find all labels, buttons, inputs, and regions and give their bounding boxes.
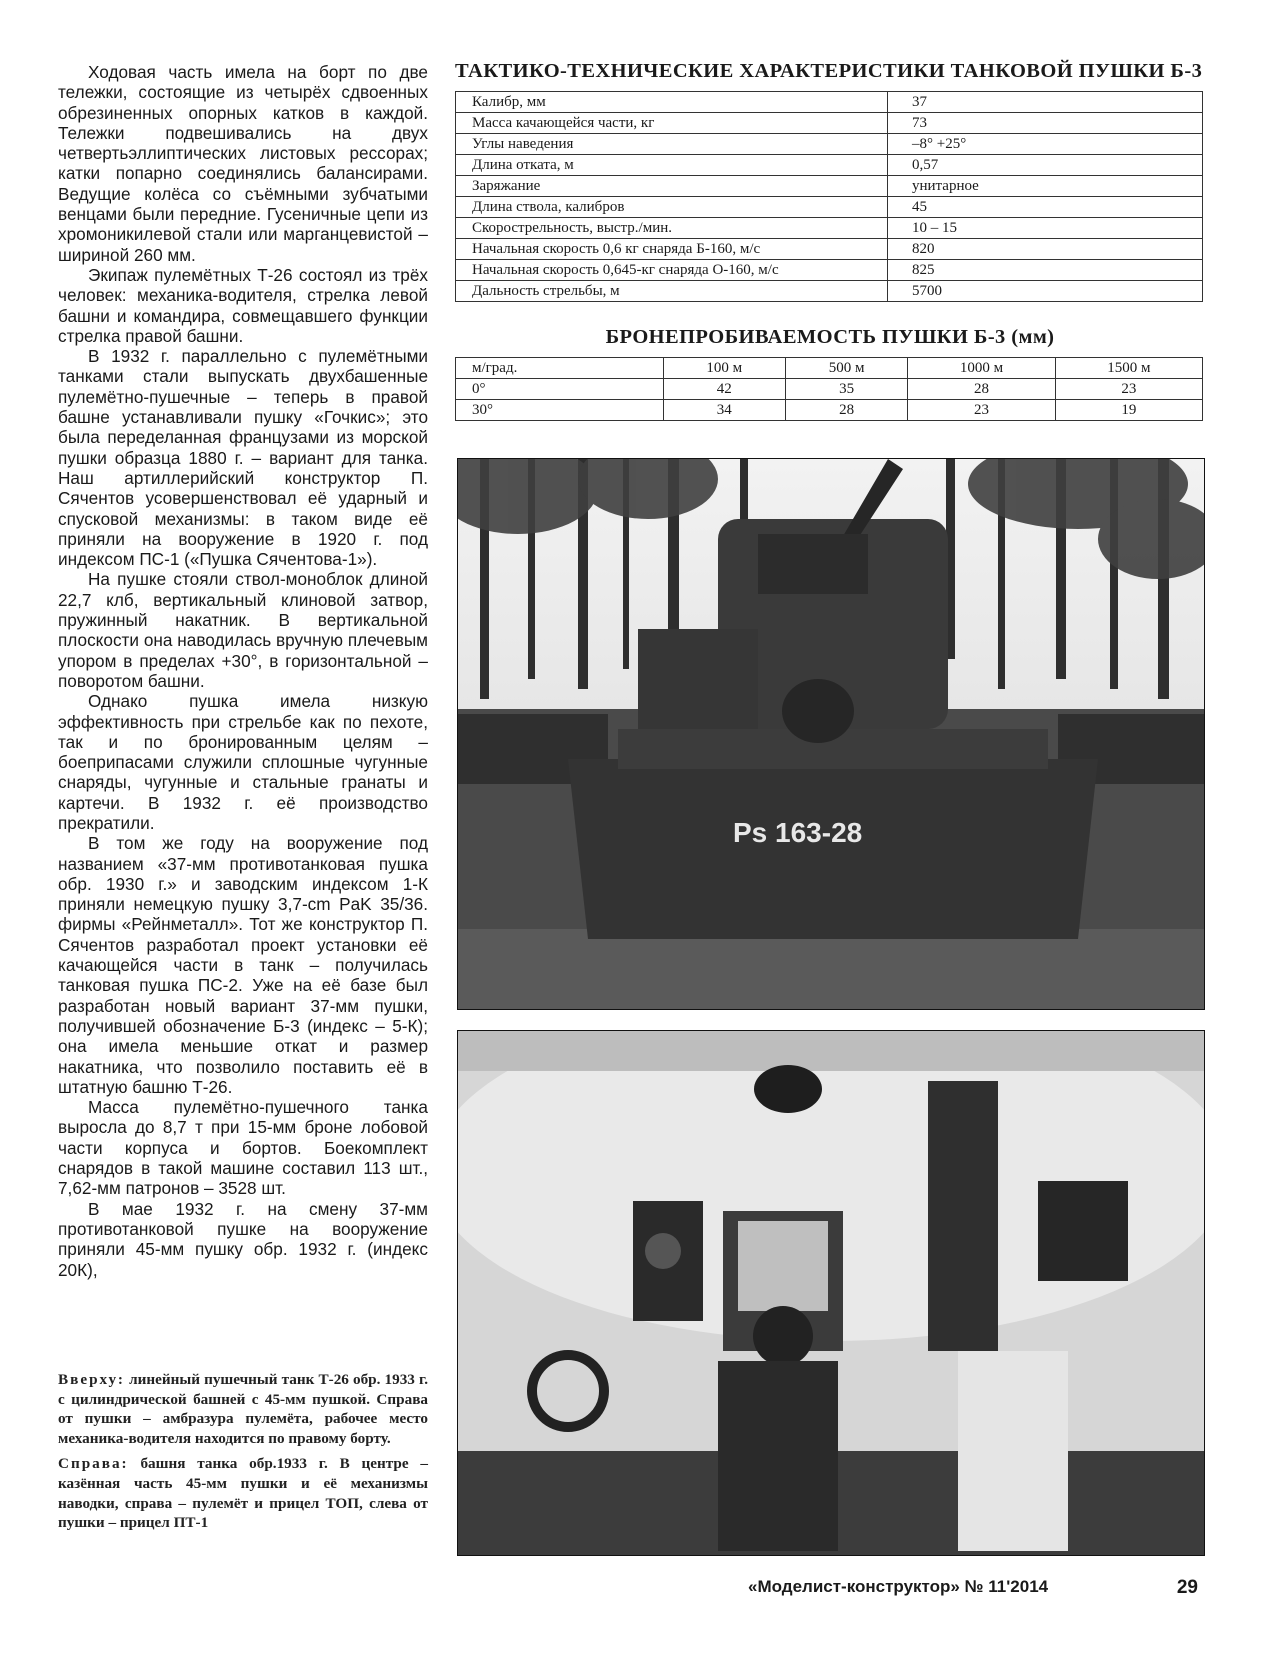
- table-cell: –8° +25°: [888, 134, 1203, 155]
- table-cell: 820: [888, 239, 1203, 260]
- table-cell: 42: [663, 379, 785, 400]
- tank-photo-image: [458, 459, 1204, 1009]
- penetration-table: [455, 357, 1203, 421]
- paragraph: В 1932 г. параллельно с пулемётными танками стали выпускать двухбашенные пулемётно-пушечные – теперь в правой башне устанавливали пушку «Гочкис»; это была переделанная французами из морской пушки образца 1880 г. – вариант для танка. Наш артиллерийский конструктор П. Сячентов усовершенствовал её ударный и спусковой механизмы: в таком виде её приняли на вооружение в 1920 г. под индексом ПС-1 («Пушка Сячентова-1»).: [58, 346, 428, 570]
- table-cell: Начальная скорость 0,6 кг снаряда Б-160, м/с: [456, 239, 888, 260]
- table-header-row: [456, 358, 1203, 379]
- table-cell: 73: [888, 113, 1203, 134]
- table-cell: Скорострельность, выстр./мин.: [456, 218, 888, 239]
- table-cell: 34: [663, 400, 785, 421]
- paragraph: Масса пулемётно-пушечного танка выросла до 8,7 т при 15-мм броне лобовой части корпуса и бортов. Боекомплект снарядов в такой машине составил 113 шт., 7,62-мм патронов – 3528 шт.: [58, 1097, 428, 1199]
- table-cell: 28: [785, 400, 907, 421]
- caption-text: башня танка обр.1933 г. В центре – казённая часть 45-мм пушки и её механизмы наводки, справа – пулемёт и прицел ТОП, слева от пушки – прицел ПТ-1: [58, 1455, 428, 1532]
- table-row: [456, 113, 1203, 134]
- tank-plate-text: Ps 163-28: [733, 817, 863, 848]
- caption-top: [58, 1370, 428, 1448]
- table-cell: Калибр, мм: [456, 92, 888, 113]
- page-footer: [748, 1577, 1208, 1597]
- table-row: [456, 379, 1203, 400]
- table-cell: 23: [908, 400, 1055, 421]
- paragraph: Ходовая часть имела на борт по две тележки, состоящие из четырёх сдвоенных обрезиненных опорных катков в каждой. Тележки подвешивались на двух четвертьэллиптических листовых рессорах; катки попарно соединялись балансирами. Ведущие колёса со съёмными зубчатыми венцами были передние. Гусеничные цепи из хромоникилевой стали или марганцевистой – шириной 260 мм.: [58, 62, 428, 265]
- table-cell: Заряжание: [456, 176, 888, 197]
- table-cell: Длина ствола, калибров: [456, 197, 888, 218]
- tables-column: [455, 60, 1205, 421]
- turret-interior-image: [458, 1031, 1204, 1555]
- penetration-table-title: БРОНЕПРОБИВАЕМОСТЬ ПУШКИ Б-3 (мм): [605, 326, 1055, 348]
- paragraph: Однако пушка имела низкую эффективность при стрельбе как по пехоте, так и по бронированным целям – боеприпасами служили сплошные чугунные снаряды, чугунные и стальные гранаты и картечи. В 1932 г. её производство прекратили.: [58, 691, 428, 833]
- table-cell: 825: [888, 260, 1203, 281]
- table-header: м/град.: [456, 358, 664, 379]
- table-row: [456, 197, 1203, 218]
- table-cell: 28: [908, 379, 1055, 400]
- caption-lead: Справа:: [58, 1455, 129, 1473]
- table-cell: 10 – 15: [888, 218, 1203, 239]
- table-header: 500 м: [785, 358, 907, 379]
- table-cell: Длина отката, м: [456, 155, 888, 176]
- table-cell: 37: [888, 92, 1203, 113]
- table-row: [456, 260, 1203, 281]
- spec-table-title: ТАКТИКО-ТЕХНИЧЕСКИЕ ХАРАКТЕРИСТИКИ ТАНКОВОЙ ПУШКИ Б-3: [455, 60, 1203, 82]
- table-header: 1000 м: [908, 358, 1055, 379]
- article-body: [58, 62, 428, 1280]
- table-cell: 0,57: [888, 155, 1203, 176]
- paragraph: На пушке стояли ствол-моноблок длиной 22,7 клб, вертикальный клиновой затвор, пружинный накатник. В вертикальной плоскости она наводилась вручную плечевым упором в пределах +30°, в горизонтальной – поворотом башни.: [58, 569, 428, 691]
- table-header: 1500 м: [1055, 358, 1202, 379]
- table-cell: Углы наведения: [456, 134, 888, 155]
- table-cell: 23: [1055, 379, 1202, 400]
- table-row: [456, 176, 1203, 197]
- photo-captions: [58, 1370, 428, 1539]
- table-header: 100 м: [663, 358, 785, 379]
- table-row: [456, 218, 1203, 239]
- table-cell: 19: [1055, 400, 1202, 421]
- spec-table: [455, 91, 1203, 302]
- table-cell: Масса качающейся части, кг: [456, 113, 888, 134]
- table-cell: Дальность стрельбы, м: [456, 281, 888, 302]
- turret-interior-photo: [457, 1030, 1205, 1556]
- table-cell: 35: [785, 379, 907, 400]
- magazine-name: «Моделист-конструктор» № 11'2014: [748, 1577, 1049, 1596]
- table-row: [456, 281, 1203, 302]
- table-row: [456, 400, 1203, 421]
- table-cell: 45: [888, 197, 1203, 218]
- caption-text: линейный пушечный танк Т-26 обр. 1933 г. с цилиндрической башней с 45-мм пушкой. Справа от пушки – амбразура пулемёта, рабочее место механика-водителя находится по правому борту.: [58, 1371, 428, 1447]
- paragraph: В том же году на вооружение под названием «37-мм противотанковая пушка обр. 1930 г.» и заводским индексом 1-К приняли немецкую пушку 3,7-cm PaK 35/36. фирмы «Рейнметалл». Тот же конструктор П. Сячентов разработал проект установки её качающейся части в танк – получилась танковая пушка ПС-2. Уже на её базе был разработан новый вариант 37-мм пушки, получившей обозначение Б-3 (индекс – 5-К); она имела меньшие откат и размер накатника, что позволило поставить её в штатную башню Т-26.: [58, 833, 428, 1097]
- table-row: [456, 92, 1203, 113]
- table-row: [456, 239, 1203, 260]
- tank-photo: [457, 458, 1205, 1010]
- table-row: [456, 155, 1203, 176]
- page-number: 29: [1176, 1577, 1198, 1598]
- table-cell: унитарное: [888, 176, 1203, 197]
- caption-right: [58, 1454, 428, 1532]
- table-cell: 0°: [456, 379, 664, 400]
- table-row: [456, 134, 1203, 155]
- table-cell: 5700: [888, 281, 1203, 302]
- table-cell: 30°: [456, 400, 664, 421]
- paragraph: В мае 1932 г. на смену 37-мм противотанковой пушке на вооружение приняли 45-мм пушку обр. 1932 г. (индекс 20К),: [58, 1198, 428, 1280]
- table-cell: Начальная скорость 0,645-кг снаряда О-160, м/с: [456, 260, 888, 281]
- paragraph: Экипаж пулемётных Т-26 состоял из трёх человек: механика-водителя, стрелка левой башни и командира, совмещавшего функции стрелка правой башни.: [58, 264, 428, 346]
- caption-lead: Вверху:: [58, 1371, 125, 1388]
